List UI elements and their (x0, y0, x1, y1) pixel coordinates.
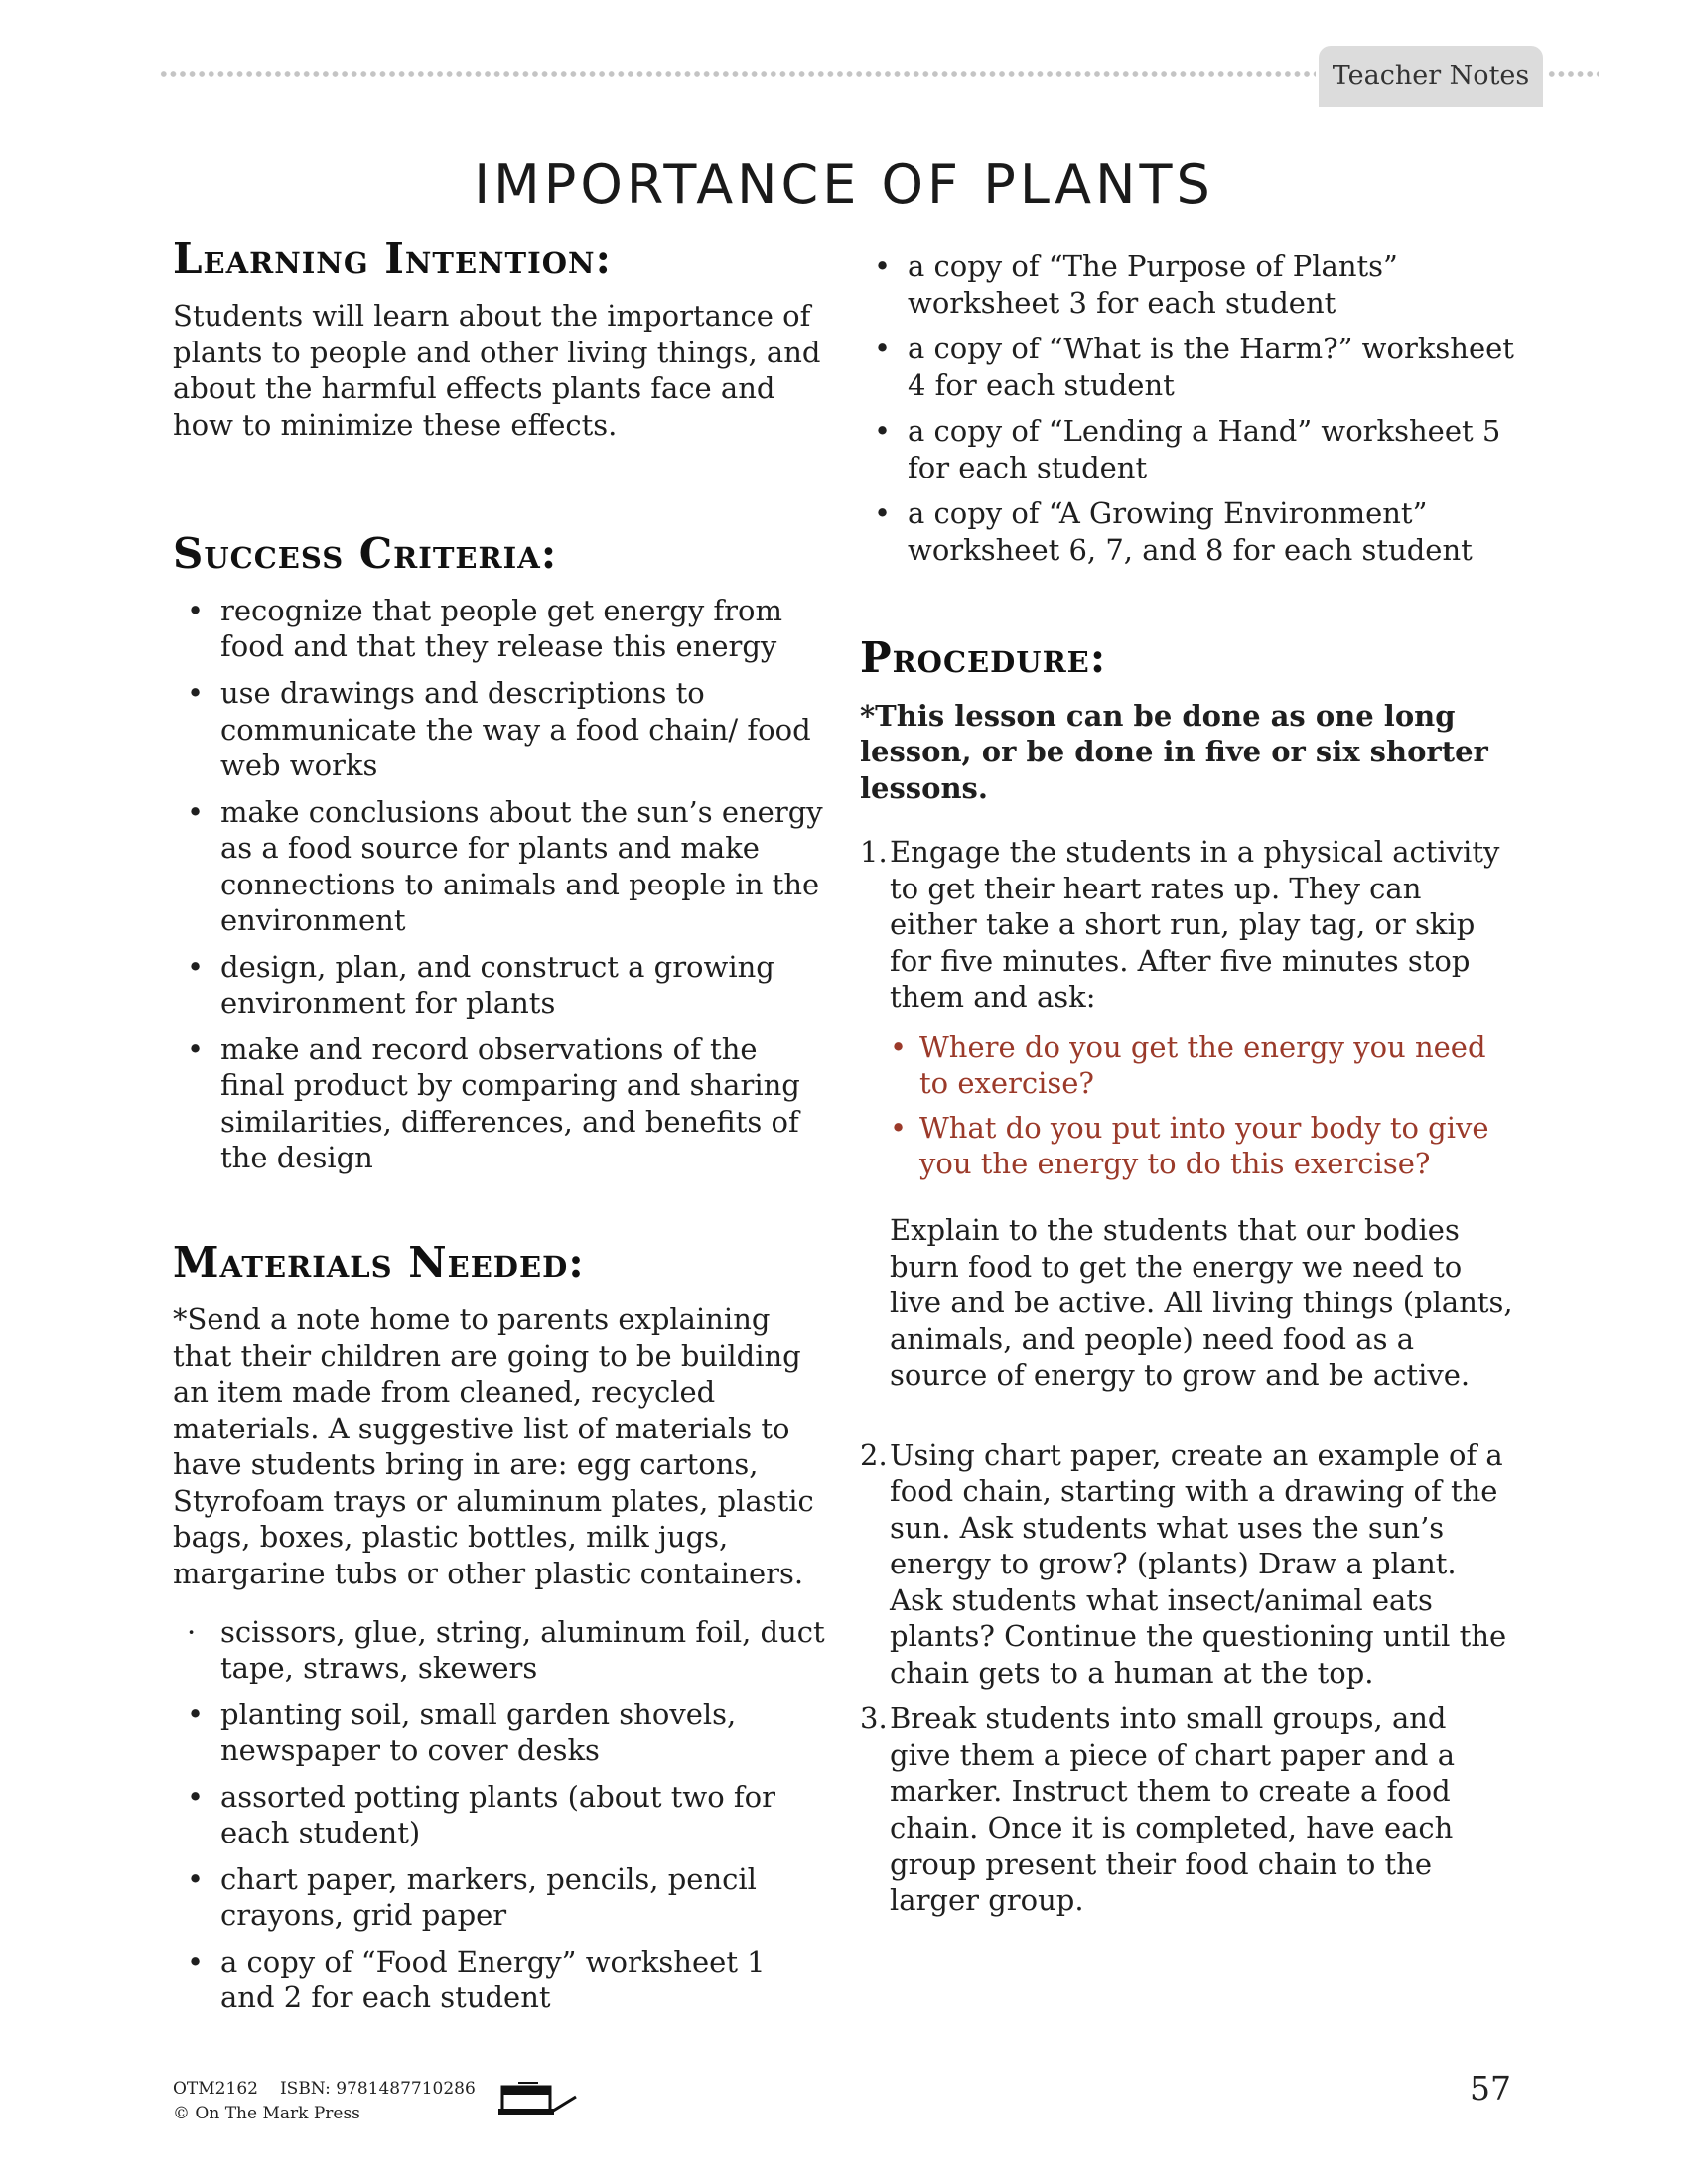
header-dotted-line-right (1547, 69, 1599, 79)
bullet-icon: • (187, 1779, 205, 1814)
bullet-icon: • (187, 1031, 205, 1066)
bullet-icon: • (187, 1944, 205, 1979)
list-item: • chart paper, markers, pencils, pencil crayons, grid paper (187, 1861, 757, 1933)
procedure-step-1: 1. Engage the students in a physical activity to get their heart rates up. They can either take a short run, play tag, or skip for five minutes. After five minutes stop them and ask: • Where do you get the energy you need to exercise? • What do you put into your body to give you the energy to do this exercise? Explain to the students that our bodies burn food to get the energy we need to live and be active. All living things (plants, animals, and people) need food as a source of energy to grow and be active. (860, 834, 1515, 1393)
learning-intention-section (173, 234, 828, 444)
bullet-icon: • (890, 1110, 908, 1145)
list-item: • a copy of “Lending a Hand” worksheet 5 for each student (874, 414, 1501, 484)
list-item: • use drawings and descriptions to communicate the way a food chain/ food web works (187, 675, 811, 783)
list-item: · scissors, glue, string, aluminum foil, duct tape, straws, skewers (187, 1614, 825, 1686)
list-item: • a copy of “What is the Harm?” worksheet 4 for each student (874, 332, 1514, 402)
list-item: • a copy of “The Purpose of Plants” worksheet 3 for each student (874, 249, 1398, 320)
explanation-text: Explain to the students that our bodies burn food to get the energy we need to live and be active. All living things (plants, animals, and people) need food as a source of energy to grow and be active. (890, 1213, 1513, 1393)
procedure-steps (860, 834, 1515, 1918)
bullet-icon: · (187, 1614, 197, 1649)
step-text: Engage the students in a physical activity to get their heart rates up. They can either take a short run, play tag, or skip for five minutes. After five minutes stop them and ask: (890, 835, 1500, 1015)
list-item: • design, plan, and construct a growing environment for plants (187, 949, 774, 1021)
question-item: • What do you put into your body to give you the energy to do this exercise? (890, 1110, 1489, 1181)
bullet-icon: • (874, 249, 892, 283)
list-item: • a copy of “A Growing Environment” worksheet 6, 7, and 8 for each student (874, 496, 1473, 567)
teacher-notes-tab: Teacher Notes (1319, 46, 1543, 107)
success-criteria-section (173, 529, 828, 1176)
copyright: © On The Mark Press (173, 2103, 360, 2123)
procedure-step-2: 2. Using chart paper, create an example of a food chain, starting with a drawing of the sun. Ask students what uses the sun’s energy to grow? (plants) Draw a plant. Ask students what insect/animal eats plants? Continue the questioning until the chain gets to a human at the top. (860, 1437, 1515, 1692)
header-dotted-line-left (159, 69, 1316, 79)
isbn: ISBN: 9781487710286 (279, 2079, 476, 2099)
procedure-section (860, 633, 1515, 1918)
bullet-icon: • (187, 794, 205, 829)
step-text: Using chart paper, create an example of a food chain, starting with a drawing of the sun. Ask students what uses the sun’s energy to grow? (plants) Draw a plant. Ask students what insect/animal eats plants? Continue the questioning until the chain gets to a human at the top. (890, 1437, 1507, 1690)
success-criteria-list (173, 593, 828, 1176)
materials-heading: Materials Needed: (173, 1237, 585, 1287)
success-criteria-heading: Success Criteria: (173, 528, 558, 578)
publisher-logo-icon (498, 2079, 578, 2124)
bullet-icon: • (874, 332, 892, 366)
page-title: IMPORTANCE OF PLANTS (474, 153, 1214, 215)
bullet-icon: • (187, 593, 205, 627)
discussion-questions (890, 1029, 1515, 1182)
step-text: Break students into small groups, and give them a piece of chart paper and a marker. Instruct them to create a food chain. Once it is completed, have each group present their food chain to the larger group. (890, 1702, 1455, 1918)
product-code: OTM2162 (173, 2079, 258, 2099)
bullet-icon: • (890, 1029, 908, 1064)
learning-intention-text: Students will learn about the importance of plants to people and other living things, and about the harmful effects plants face and how to minimize these effects. (173, 299, 821, 442)
footer-info (173, 2077, 476, 2125)
materials-section (173, 1238, 828, 2016)
materials-list (173, 1614, 828, 2016)
page-number: 57 (1470, 2069, 1511, 2108)
list-item: • make and record observations of the final product by comparing and sharing similarities, differences, and benefits of the design (187, 1031, 800, 1175)
bullet-icon: • (187, 1861, 205, 1896)
right-column (860, 234, 1515, 1929)
materials-note: *Send a note home to parents explaining that their children are going to be building an item made from cleaned, recycled materials. A suggestive list of materials to have students bring in are: egg cartons, Styrofoam trays or aluminum plates, plastic bags, boxes, plastic bottles, milk jugs, margarine tubs or other plastic containers. (173, 1302, 814, 1590)
left-column (173, 234, 828, 2026)
list-item: • recognize that people get energy from food and that they release this energy (187, 593, 782, 664)
question-item: • Where do you get the energy you need to exercise? (890, 1029, 1486, 1101)
bullet-icon: • (187, 1697, 205, 1731)
bullet-icon: • (187, 675, 205, 710)
bullet-icon: • (187, 949, 205, 984)
list-item: • a copy of “Food Energy” worksheet 1 and 2 for each student (187, 1944, 766, 2015)
learning-intention-heading: Learning Intention: (173, 234, 612, 283)
materials-list-continued (860, 248, 1515, 568)
bullet-icon: • (874, 414, 892, 449)
bullet-icon: • (874, 496, 892, 531)
procedure-note: *This lesson can be done as one long lesson, or be done in five or six shorter lessons. (860, 698, 1488, 805)
list-item: • assorted potting plants (about two for each student) (187, 1779, 775, 1850)
procedure-heading: Procedure: (860, 633, 1107, 683)
procedure-step-3: 3. Break students into small groups, and give them a piece of chart paper and a marker. Instruct them to create a food chain. Once it is completed, have each group present their food chain to the larger group. (860, 1701, 1515, 1918)
list-item: • make conclusions about the sun’s energy as a food source for plants and make connections to animals and people in the environment (187, 794, 823, 938)
list-item: • planting soil, small garden shovels, newspaper to cover desks (187, 1697, 737, 1768)
